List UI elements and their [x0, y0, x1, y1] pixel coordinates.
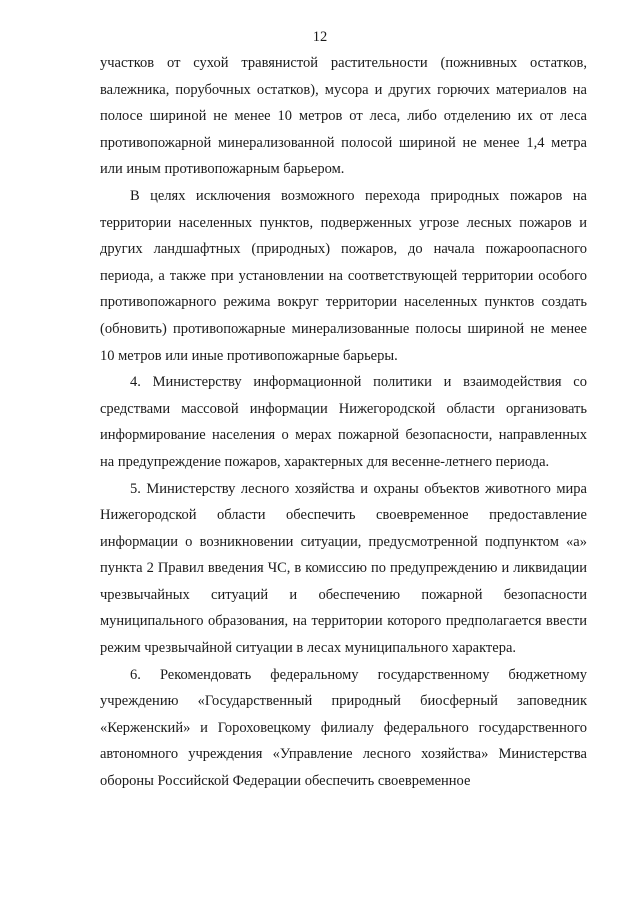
page-number: 12 [312, 29, 328, 45]
paragraph-firebreaks: В целях исключения возможного перехода природных пожаров на территории населенных пунктов, подверженных угрозе лесных пожаров и других ландшафтных (природных) пожаров, до начала пожароопасного периода, а также при установлении на соответствующей территории особого противопожарного режима вокруг территории населенных пунктов создать (обновить) противопожарные минерализованные полосы шириной не менее 10 метров или иные противопожарные барьеры. [100, 187, 587, 364]
paragraph-item-4: 4. Министерству информационной политики и взаимодействия со средствами массовой информации Нижегородской области организовать информирование населения о мерах пожарной безопасности, направленных на предупреждение пожаров, характерных для весенне-летнего периода. [100, 374, 587, 470]
paragraph-item-6: 6. Рекомендовать федеральному государственному бюджетному учреждению «Государственный природный биосферный заповедник «Керженский» и Гороховецкому филиалу федерального государственного автономного учреждения «Управление лесного хозяйства» Министерства обороны Российской Федерации обеспечить своевременное [100, 666, 587, 790]
paragraph-item-5: 5. Министерству лесного хозяйства и охраны объектов животного мира Нижегородской области обеспечить своевременное предоставление информации о возникновении ситуации, предусмотренной подпунктом «а» пункта 2 Правил введения ЧС, в комиссию по предупреждению и ликвидации чрезвычайных ситуаций и обеспечению пожарной безопасности муниципального образования, на территории которого предполагается ввести режим чрезвычайной ситуации в лесах муниципального характера. [100, 480, 587, 657]
paragraph-continuation: участков от сухой травянистой растительности (пожнивных остатков, валежника, порубочных остатков), мусора и других горючих материалов на полосе шириной не менее 10 метров от леса, либо отделению их от леса противопожарной минерализованной полосой шириной не менее 1,4 метра или иным противопожарным барьером. [100, 55, 587, 178]
document-body [100, 50, 587, 795]
